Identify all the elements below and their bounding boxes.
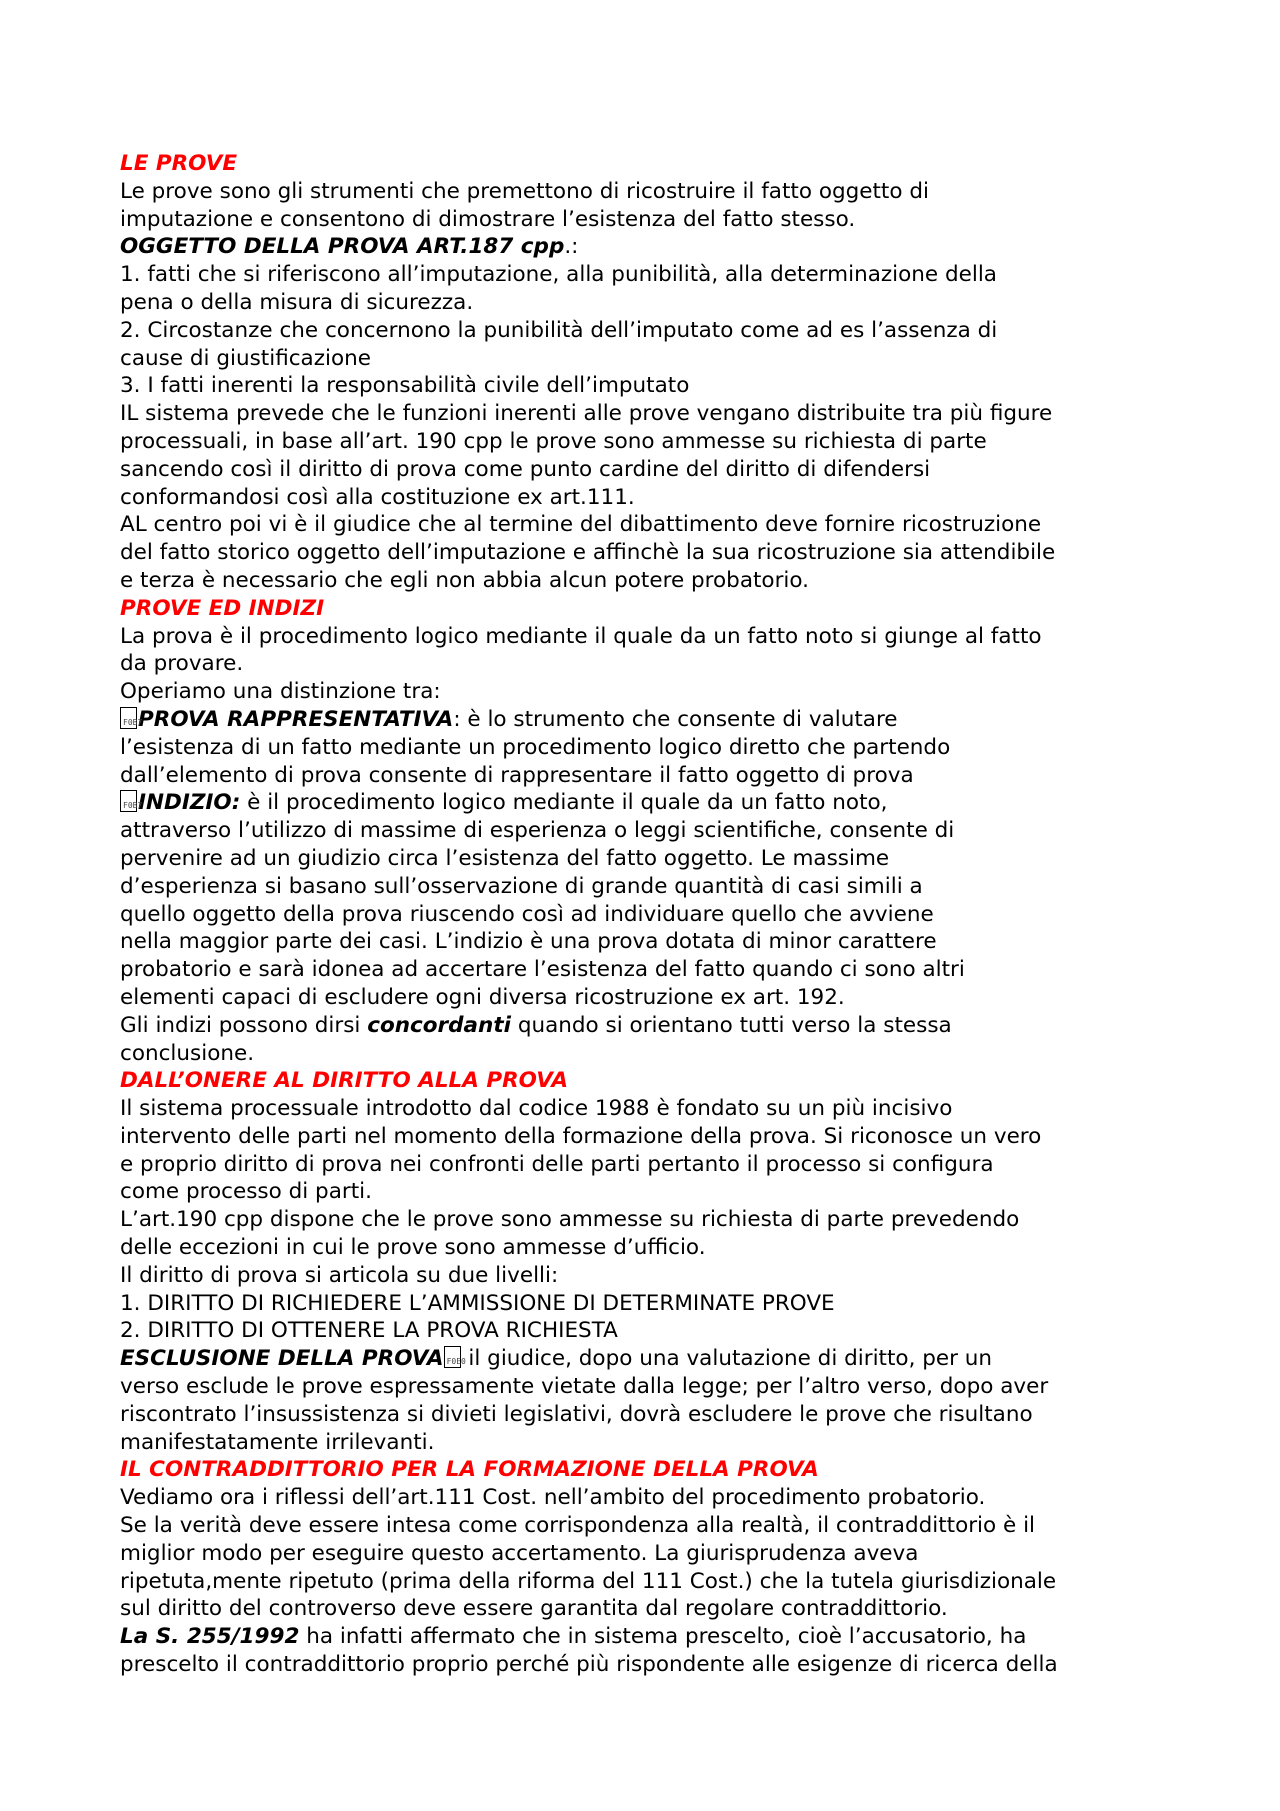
section-heading-onere-diritto: DALL’ONERE AL DIRITTO ALLA PROVA	[120, 1068, 569, 1094]
paragraph-line-sentenza	[120, 1623, 1170, 1651]
list-item: 3. I fatti inerenti la responsabilità civile dell’imputato	[120, 373, 690, 399]
document-page	[120, 150, 1170, 1679]
term-definition: : è lo strumento che consente di valutare	[453, 706, 898, 732]
paragraph-line: come processo di parti.	[120, 1179, 372, 1205]
paragraph-line: ripetuta,mente ripetuto (prima della riforma del 111 Cost.) che la tutela giurisdizionale	[120, 1568, 1057, 1594]
paragraph-line: probatorio e sarà idonea ad accertare l’esistenza del fatto quando ci sono altri	[120, 957, 965, 983]
bullet-indizio	[120, 789, 1170, 817]
missing-glyph-icon: F0B7	[120, 790, 137, 812]
text-run: Gli indizi possono dirsi	[120, 1012, 368, 1038]
paragraph-line: AL centro poi vi è il giudice che al termine del dibattimento deve fornire ricostruzione	[120, 512, 1042, 538]
paragraph-line: quello oggetto della prova riuscendo così ad individuare quello che avviene	[120, 901, 934, 927]
list-item-continuation: cause di giustificazione	[120, 345, 371, 371]
bullet-prova-rappresentativa	[120, 706, 1170, 734]
paragraph-line-esclusione	[120, 1345, 1170, 1373]
paragraph-line: sancendo così il diritto di prova come punto cardine del diritto di difendersi	[120, 456, 931, 482]
paragraph-line: prescelto il contraddittorio proprio perché più rispondente alle esigenze di ricerca della	[120, 1652, 1058, 1678]
subheading-oggetto-line	[120, 233, 1170, 261]
paragraph-line: processuali, in base all’art. 190 cpp le prove sono ammesse su richiesta di parte	[120, 428, 987, 454]
paragraph-line: e proprio diritto di prova nei confronti delle parti pertanto il processo si configura	[120, 1151, 994, 1177]
missing-glyph-icon: F0B7	[120, 707, 137, 729]
term-definition: è il procedimento logico mediante il quale da un fatto noto,	[240, 790, 888, 816]
paragraph-line: La prova è il procedimento logico mediante il quale da un fatto noto si giunge al fatto	[120, 623, 1042, 649]
paragraph-line: pervenire ad un giudizio circa l’esistenza del fatto oggetto. Le massime	[120, 845, 890, 871]
section-heading-contraddittorio: IL CONTRADDITTORIO PER LA FORMAZIONE DELLA PROVA	[120, 1457, 819, 1483]
list-item: 2. DIRITTO DI OTTENERE LA PROVA RICHIESTA	[120, 1318, 618, 1344]
list-item: 1. DIRITTO DI RICHIEDERE L’AMMISSIONE DI DETERMINATE PROVE	[120, 1290, 835, 1316]
paragraph-line: verso esclude le prove espressamente vietate dalla legge; per l’altro verso, dopo aver	[120, 1374, 1049, 1400]
paragraph-line: e terza è necessario che egli non abbia alcun potere probatorio.	[120, 567, 809, 593]
paragraph-line: Se la verità deve essere intesa come corrispondenza alla realtà, il contraddittorio è il	[120, 1513, 1036, 1539]
term-concordanti: concordanti	[367, 1012, 511, 1038]
subheading-oggetto: OGGETTO DELLA PROVA ART.187 cpp	[120, 234, 565, 260]
list-item: 1. fatti che si riferiscono all’imputazione, alla punibilità, alla determinazione della	[120, 262, 997, 288]
paragraph-line: da provare.	[120, 651, 244, 677]
term-esclusione-della-prova: ESCLUSIONE DELLA PROVA	[120, 1346, 444, 1372]
missing-glyph-icon: F0E0	[444, 1346, 461, 1368]
paragraph-line: conformandosi così alla costituzione ex art.111.	[120, 484, 635, 510]
paragraph-line: l’esistenza di un fatto mediante un procedimento logico diretto che partendo	[120, 734, 951, 760]
section-heading-prove-ed-indizi: PROVE ED INDIZI	[120, 595, 325, 621]
section-heading-le-prove: LE PROVE	[120, 151, 238, 176]
paragraph-line: del fatto storico oggetto dell’imputazione e affinchè la sua ricostruzione sia attendibile	[120, 540, 1056, 566]
paragraph-line: d’esperienza si basano sull’osservazione di grande quantità di casi simili a	[120, 873, 923, 899]
paragraph-line: elementi capaci di escludere ogni diversa ricostruzione ex art. 192.	[120, 984, 845, 1010]
term-prova-rappresentativa: PROVA RAPPRESENTATIVA	[138, 706, 454, 732]
paragraph-line: delle eccezioni in cui le prove sono ammesse d’ufficio.	[120, 1235, 706, 1261]
text-run: quando si orientano tutti verso la stessa	[511, 1012, 952, 1038]
term-sentenza: La S. 255/1992	[120, 1624, 300, 1650]
paragraph-line: miglior modo per eseguire questo accertamento. La giurisprudenza aveva	[120, 1540, 919, 1566]
paragraph-line: imputazione e consentono di dimostrare l’esistenza del fatto stesso.	[120, 206, 856, 232]
term-indizio: INDIZIO:	[138, 790, 241, 816]
text-run: il giudice, dopo una valutazione di diritto, per un	[461, 1346, 993, 1372]
paragraph-line: Il diritto di prova si articola su due livelli:	[120, 1262, 559, 1288]
paragraph-line-concordanti	[120, 1012, 1170, 1040]
paragraph-line: sul diritto del controverso deve essere garantita dal regolare contraddittorio.	[120, 1596, 948, 1622]
paragraph-line: nella maggior parte dei casi. L’indizio è una prova dotata di minor carattere	[120, 929, 937, 955]
paragraph-line: Le prove sono gli strumenti che premettono di ricostruire il fatto oggetto di	[120, 178, 929, 204]
list-item-continuation: pena o della misura di sicurezza.	[120, 289, 474, 315]
paragraph-line: intervento delle parti nel momento della formazione della prova. Si riconosce un vero	[120, 1123, 1042, 1149]
paragraph-line: Operiamo una distinzione tra:	[120, 679, 441, 705]
paragraph-line: Vediamo ora i riflessi dell’art.111 Cost. nell’ambito del procedimento probatorio.	[120, 1485, 986, 1511]
paragraph-line: manifestatamente irrilevanti.	[120, 1429, 435, 1455]
text-run: ha infatti affermato che in sistema prescelto, cioè l’accusatorio, ha	[299, 1624, 1027, 1650]
list-item: 2. Circostanze che concernono la punibilità dell’imputato come ad es l’assenza di	[120, 317, 998, 343]
paragraph-line: attraverso l’utilizzo di massime di esperienza o leggi scientifiche, consente di	[120, 818, 955, 844]
paragraph-line: Il sistema processuale introdotto dal codice 1988 è fondato su un più incisivo	[120, 1096, 953, 1122]
paragraph-line: L’art.190 cpp dispone che le prove sono ammesse su richiesta di parte prevedendo	[120, 1207, 1020, 1233]
paragraph-line: dall’elemento di prova consente di rappresentare il fatto oggetto di prova	[120, 762, 914, 788]
paragraph-line: riscontrato l’insussistenza si divieti legislativi, dovrà escludere le prove che risultano	[120, 1401, 1033, 1427]
paragraph-line: IL sistema prevede che le funzioni inerenti alle prove vengano distribuite tra più figure	[120, 401, 1053, 427]
subheading-oggetto-suffix: .:	[564, 234, 579, 260]
paragraph-line: conclusione.	[120, 1040, 255, 1066]
